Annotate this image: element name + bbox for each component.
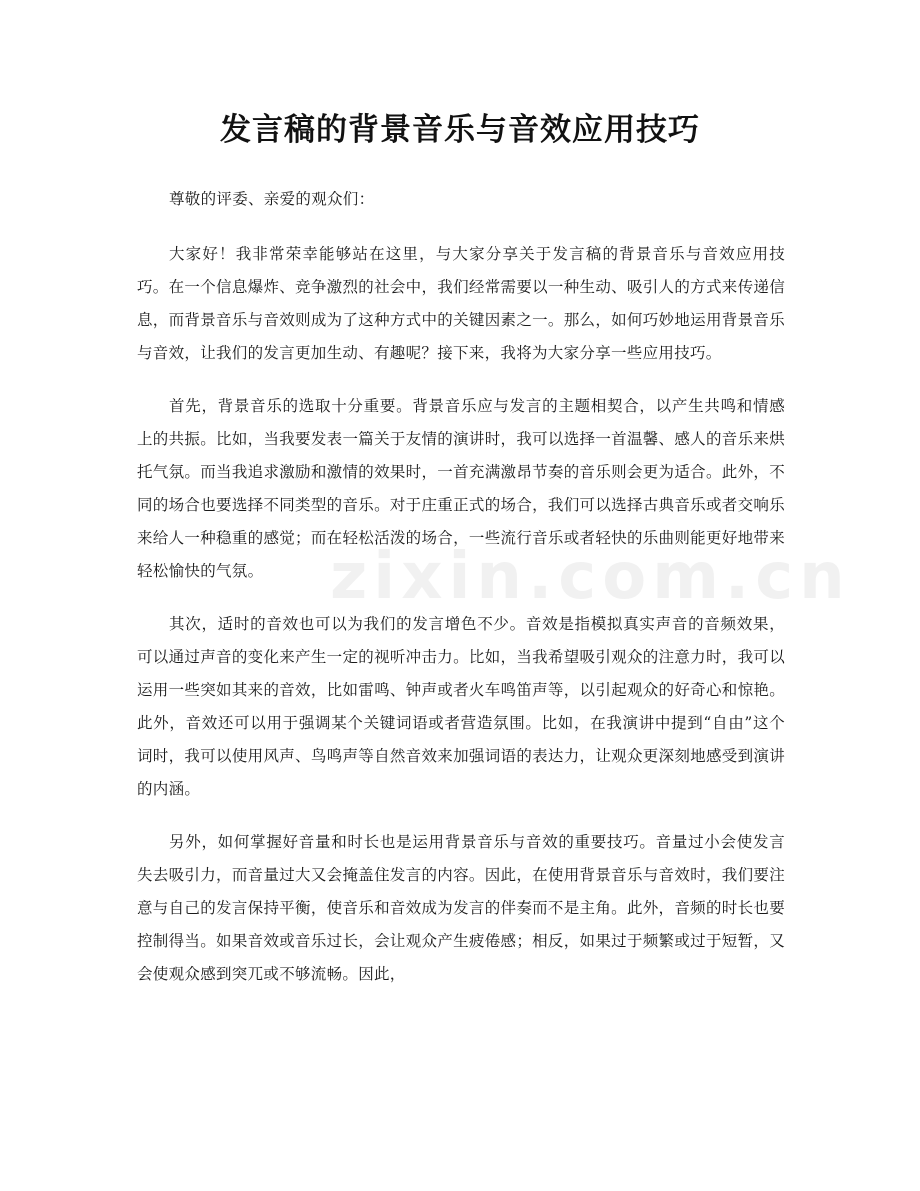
document-body xyxy=(137,183,785,1011)
page-title: 发言稿的背景音乐与音效应用技巧 xyxy=(220,112,700,148)
paragraph-volume-duration: 另外，如何掌握好音量和时长也是运用背景音乐与音效的重要技巧。音量过小会使发言失去吸引力，而音量过大又会掩盖住发言的内容。因此，在使用背景音乐与音效时，我们要注意与自己的发言保持平衡，使音乐和音效成为发言的伴奏而不是主角。此外，音频的时长也要控制得当。如果音效或音乐过长，会让观众产生疲倦感；相反，如果过于频繁或过于短暂，又会使观众感到突兀或不够流畅。因此， xyxy=(137,833,785,983)
paragraph-sound-effects: 其次，适时的音效也可以为我们的发言增色不少。音效是指模拟真实声音的音频效果，可以通过声音的变化来产生一定的视听冲击力。比如，当我希望吸引观众的注意力时，我可以运用一些突如其来的音效，比如雷鸣、钟声或者火车鸣笛声等，以引起观众的好奇心和惊艳。此外，音效还可以用于强调某个关键词语或者营造氛围。比如，在我演讲中提到“自由”这个词时，我可以使用风声、鸟鸣声等自然音效来加强词语的表达力，让观众更深刻地感受到演讲的内涵。 xyxy=(137,615,785,798)
paragraph-background-music: 首先，背景音乐的选取十分重要。背景音乐应与发言的主题相契合，以产生共鸣和情感上的共振。比如，当我要发表一篇关于友情的演讲时，我可以选择一首温馨、感人的音乐来烘托气氛。而当我追求激励和激情的效果时，一首充满激昂节奏的音乐则会更为适合。此外，不同的场合也要选择不同类型的音乐。对于庄重正式的场合，我们可以选择古典音乐或者交响乐来给人一种稳重的感觉；而在轻松活泼的场合，一些流行音乐或者轻快的乐曲则能更好地带来轻松愉快的气氛。 xyxy=(137,397,785,580)
salutation: 尊敬的评委、亲爱的观众们： xyxy=(169,190,375,208)
watermark: zixin.com.cn xyxy=(330,540,851,614)
paragraph-intro: 大家好！我非常荣幸能够站在这里，与大家分享关于发言稿的背景音乐与音效应用技巧。在一个信息爆炸、竞争激烈的社会中，我们经常需要以一种生动、吸引人的方式来传递信息，而背景音乐与音效则成为了这种方式中的关键因素之一。那么，如何巧妙地运用背景音乐与音效，让我们的发言更加生动、有趣呢？接下来，我将为大家分享一些应用技巧。 xyxy=(137,245,785,362)
